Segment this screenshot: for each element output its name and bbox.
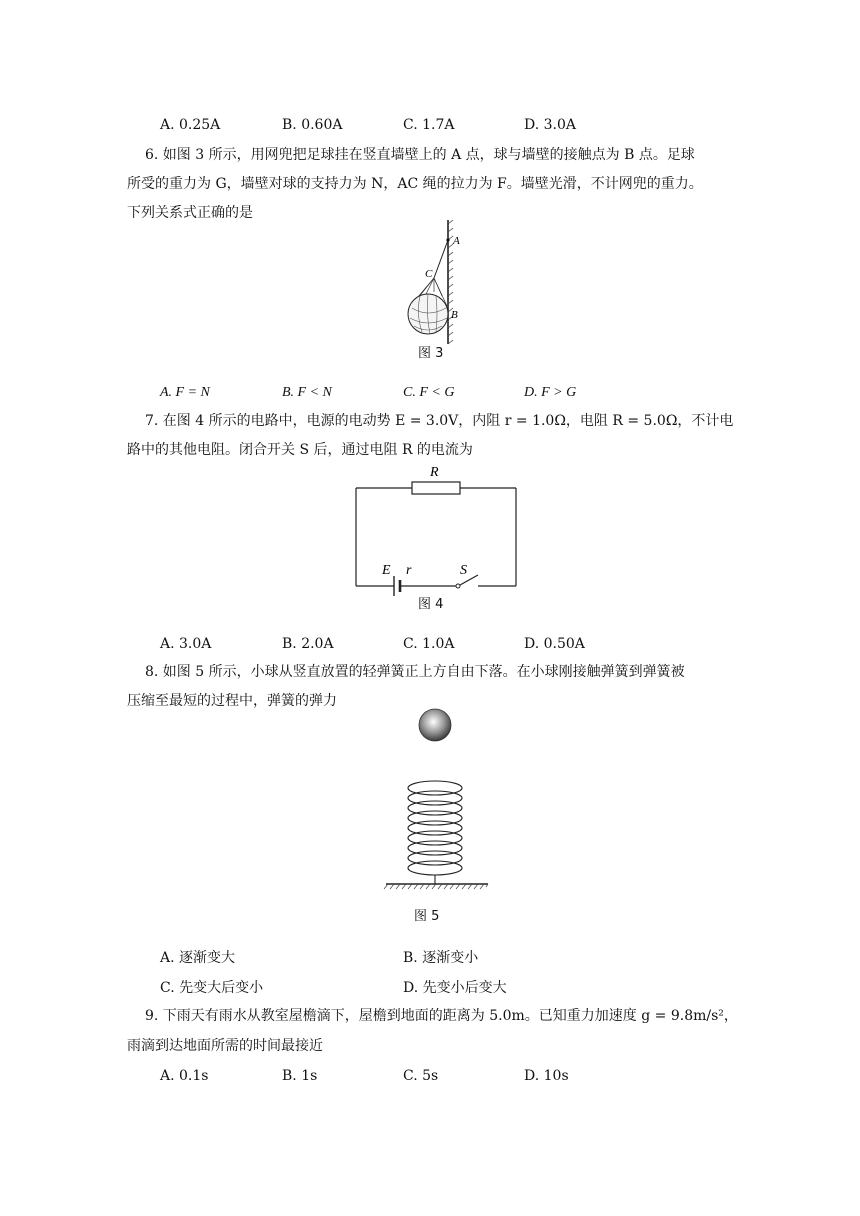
q6-stem-line-2: 所受的重力为 G，墙壁对球的支持力为 N，AC 绳的拉力为 F。墙壁光滑，不计网兜的重力。 xyxy=(127,176,703,192)
q8-option-b: B. 逐渐变小 xyxy=(403,950,479,966)
figure-5-caption: 图 5 xyxy=(414,909,440,924)
q8-option-c: C. 先变大后变小 xyxy=(160,980,264,996)
q6-stem-line-3: 下列关系式正确的是 xyxy=(127,205,253,221)
q5-option-d: D. 3.0A xyxy=(524,117,577,133)
label-c: C xyxy=(425,268,433,280)
q5-option-a: A. 0.25A xyxy=(160,117,221,133)
q5-option-b: B. 0.60A xyxy=(282,117,343,133)
q7-option-b: B. 2.0A xyxy=(282,636,334,652)
q5-option-c: C. 1.7A xyxy=(403,117,455,133)
q7-stem-line-2: 路中的其他电阻。闭合开关 S 后，通过电阻 R 的电流为 xyxy=(127,442,473,458)
q8-stem-line-1: 8. 如图 5 所示，小球从竖直放置的轻弹簧正上方自由下落。在小球刚接触弹簧到弹簧被 xyxy=(145,664,685,680)
q8-option-d: D. 先变小后变大 xyxy=(403,980,507,996)
figure-3-caption: 图 3 xyxy=(418,346,444,361)
figure-3-football-diagram xyxy=(400,218,480,348)
q9-option-a: A. 0.1s xyxy=(160,1068,209,1084)
q6-option-c: C. F < G xyxy=(403,385,455,400)
q9-stem-line-2: 雨滴到达地面所需的时间最接近 xyxy=(127,1038,323,1054)
q7-option-c: C. 1.0A xyxy=(403,636,455,652)
label-b: B xyxy=(451,309,458,321)
q9-stem-line-1: 9. 下雨天有雨水从教室屋檐滴下，屋檐到地面的距离为 5.0m。已知重力加速度 g = 9.8m/s²， xyxy=(145,1008,738,1024)
figure-4-caption: 图 4 xyxy=(418,597,444,612)
q7-option-d: D. 0.50A xyxy=(524,636,585,652)
label-e: E xyxy=(382,563,391,578)
q8-stem-line-2: 压缩至最短的过程中，弹簧的弹力 xyxy=(127,693,337,709)
q9-option-b: B. 1s xyxy=(282,1068,318,1084)
q8-option-a: A. 逐渐变大 xyxy=(160,950,236,966)
q9-option-d: D. 10s xyxy=(524,1068,569,1084)
q6-option-a: A. F = N xyxy=(160,385,210,400)
q6-option-b: B. F < N xyxy=(282,385,332,400)
q6-option-d: D. F > G xyxy=(524,385,577,400)
q7-option-a: A. 3.0A xyxy=(160,636,212,652)
q6-stem-line-1: 6. 如图 3 所示，用网兜把足球挂在竖直墙壁上的 A 点，球与墙壁的接触点为 B 点。足球 xyxy=(145,147,695,163)
label-r-internal: r xyxy=(406,563,412,578)
label-a: A xyxy=(453,235,460,247)
q9-option-c: C. 5s xyxy=(403,1068,439,1084)
figure-5-ball-spring-diagram xyxy=(380,702,495,894)
label-s: S xyxy=(460,563,467,578)
label-r-resistor: R xyxy=(430,465,439,480)
q7-stem-line-1: 7. 在图 4 所示的电路中，电源的电动势 E = 3.0V，内阻 r = 1.0Ω，电阻 R = 5.0Ω，不计电 xyxy=(145,413,734,429)
figure-4-circuit-diagram xyxy=(350,462,525,597)
